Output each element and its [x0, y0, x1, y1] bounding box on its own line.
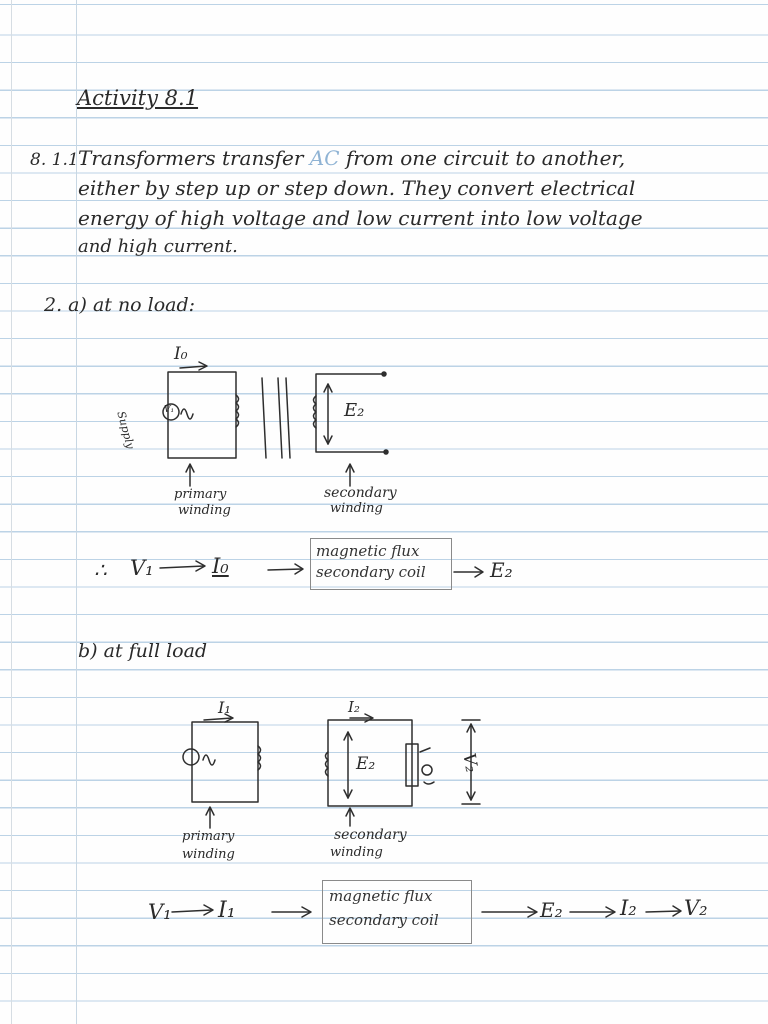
source-voltage-label: V₁	[164, 405, 175, 415]
secondary-winding-label-b-1: secondary	[334, 827, 407, 843]
secondary-winding-label-2: winding	[330, 501, 383, 516]
answer-line-3: energy of high voltage and low current into low voltage	[78, 206, 643, 230]
answer-line-1-b: from one circuit to another,	[345, 146, 626, 170]
no-load-current-label: I₀	[174, 344, 188, 364]
flow-b-v1: V₁	[148, 900, 172, 924]
flow-a-box-line-2: secondary coil	[316, 563, 426, 581]
full-load-i2-label: I₂	[348, 698, 360, 716]
answer-line-1-a: Transformers transfer	[78, 146, 304, 170]
flow-b-box-line-2: secondary coil	[329, 911, 439, 929]
flow-a-i0: I₀	[212, 554, 229, 578]
flow-b-box-line-1: magnetic flux	[329, 887, 433, 905]
flow-a-e2: E₂	[490, 558, 513, 582]
part-a-heading: 2. a) at no load:	[44, 294, 196, 316]
primary-winding-label-2: winding	[178, 503, 231, 518]
emf-label: E₂	[344, 400, 365, 421]
secondary-winding-label-b-2: winding	[330, 845, 383, 860]
flow-b-box	[322, 880, 472, 944]
flow-b-i1: I₁	[218, 898, 236, 923]
flow-b-v2: V₂	[684, 896, 708, 920]
question-number: 8. 1.1	[30, 150, 79, 170]
full-load-emf-label: E₂	[356, 754, 376, 774]
full-load-v2-label: V₂	[458, 751, 482, 774]
primary-winding-label-1: primary	[174, 487, 227, 502]
flow-a-box-line-1: magnetic flux	[316, 542, 420, 560]
flow-a-v1: V₁	[130, 556, 154, 580]
therefore-symbol: ∴	[94, 558, 107, 582]
flow-b-e2: E₂	[540, 898, 563, 922]
primary-winding-label-b-1: primary	[182, 829, 235, 844]
full-load-i1-label: I₁	[218, 698, 231, 717]
secondary-winding-label-1: secondary	[324, 485, 397, 501]
answer-line-4: and high current.	[78, 236, 238, 257]
answer-line-2: either by step up or step down. They convert electrical	[78, 176, 636, 200]
part-b-heading: b) at full load	[78, 640, 208, 662]
supply-label: Supply	[114, 409, 137, 451]
answer-ac-word: AC	[309, 146, 340, 170]
page-title: Activity 8.1	[77, 86, 199, 110]
primary-winding-label-b-2: winding	[182, 847, 235, 862]
flow-b-i2: I₂	[620, 896, 637, 920]
